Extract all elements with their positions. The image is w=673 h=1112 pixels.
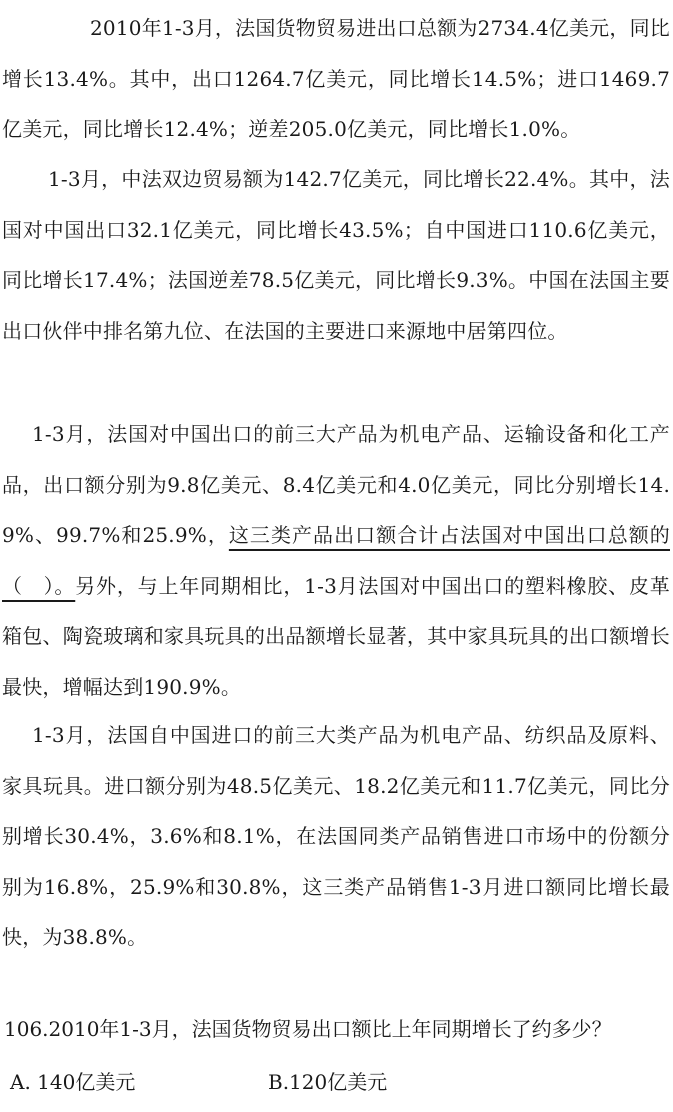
paragraph-text-before-underline: 1-3月，法国对中国出口的前三大产品为机电产品、运输设备和化工产品，出口额分别为9.8亿美元、8.4亿美元和4.0亿美元，同比分别增长14.9%、99.7%和25.9%，: [2, 422, 670, 547]
paragraph-sino-french-trade: 1-3月，中法双边贸易额为142.7亿美元，同比增长22.4%。其中，法国对中国出口32.1亿美元，同比增长43.5%；自中国进口110.6亿美元，同比增长17.4%；法国逆差78.5亿美元，同比增长9.3%。中国在法国主要出口伙伴中排名第九位、在法国的主要进口来源地中居第四位。: [2, 167, 670, 343]
option-b[interactable]: B.120亿美元: [268, 1070, 388, 1094]
paragraph-france-exports-to-china: [2, 409, 670, 712]
paragraph-france-imports-from-china: 1-3月，法国自中国进口的前三大类产品为机电产品、纺织品及原料、家具玩具。进口额分别为48.5亿美元、18.2亿美元和11.7亿美元，同比分别增长30.4%，3.6%和8.1%，在法国同类产品销售进口市场中的份额分别为16.8%，25.9%和30.8%，这三类产品销售1-3月进口额同比增长最快，为38.8%。: [2, 723, 670, 949]
option-a[interactable]: A. 140亿美元: [10, 1070, 136, 1094]
paragraph-text-after-underline: 另外，与上年同期相比，1-3月法国对中国出口的塑料橡胶、皮革箱包、陶瓷玻璃和家具玩具的出品额增长显著，其中家具玩具的出口额增长最快，增幅达到190.9%。: [2, 573, 670, 699]
underlined-question-text: 这三类产品出口额合计占法国对中国出口总额的（ ）。: [2, 523, 670, 598]
question-106: 106.2010年1-3月，法国货物贸易出口额比上年同期增长了约多少？: [4, 1017, 612, 1041]
paragraph-france-trade-total: 2010年1-3月，法国货物贸易进出口总额为2734.4亿美元，同比增长13.4%。其中，出口1264.7亿美元，同比增长14.5%；进口1469.7亿美元，同比增长12.4%；逆差205.0亿美元，同比增长1.0%。: [2, 16, 670, 141]
